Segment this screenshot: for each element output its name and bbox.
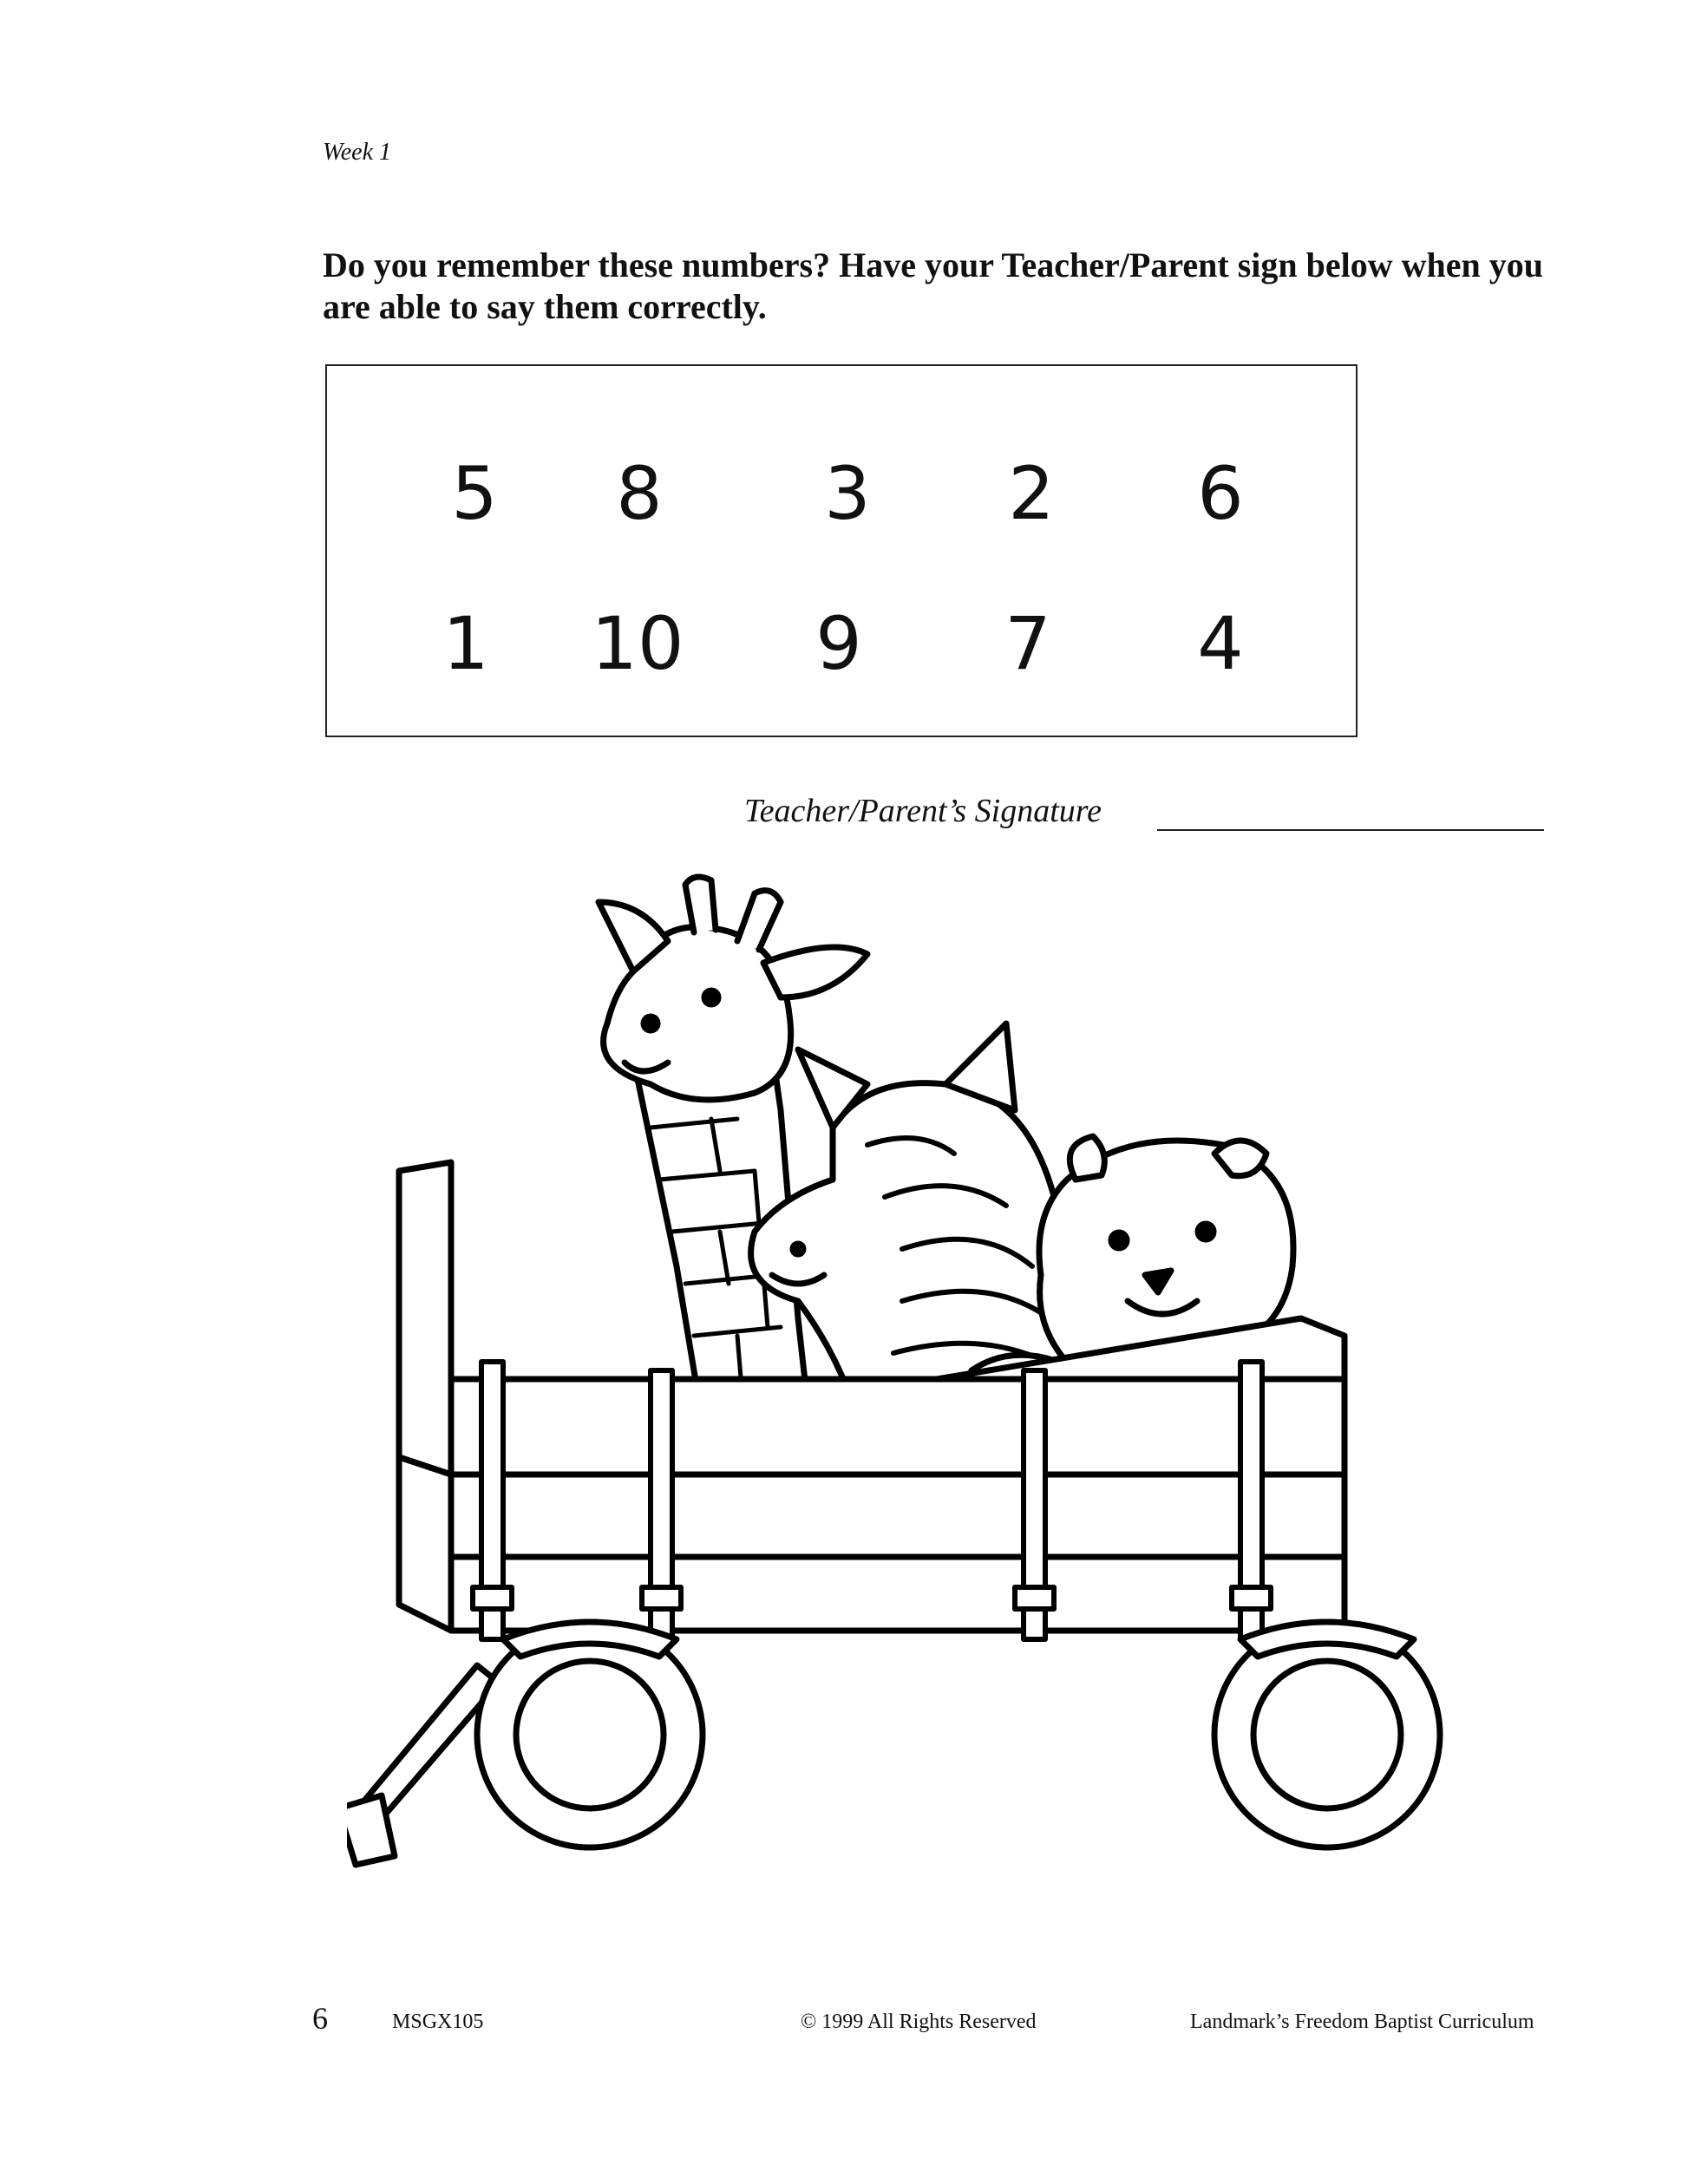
number-item: 4 <box>1197 601 1244 686</box>
number-item: 6 <box>1197 451 1244 536</box>
week-label: Week 1 <box>323 139 392 166</box>
publisher-name: Landmark’s Freedom Baptist Curriculum <box>1190 2011 1534 2033</box>
curriculum-code: MSGX105 <box>392 2011 484 2033</box>
number-item: 3 <box>824 451 871 536</box>
numbers-box <box>325 364 1358 737</box>
page-number: 6 <box>312 2001 328 2036</box>
signature-line[interactable] <box>1157 829 1544 831</box>
number-item: 2 <box>1008 451 1055 536</box>
signature-label: Teacher/Parent’s Signature <box>744 793 1102 829</box>
copyright-notice: © 1999 All Rights Reserved <box>801 2011 1037 2033</box>
wagon-with-giraffe-zebra-tiger-icon <box>347 867 1492 1960</box>
number-item: 7 <box>1004 601 1051 686</box>
number-item: 8 <box>616 451 663 536</box>
number-item: 1 <box>442 601 489 686</box>
instructions-text: Do you remember these numbers? Have your Teacher/Parent sign below when you are able to say them correctly. <box>323 245 1544 326</box>
number-item: 9 <box>815 601 862 686</box>
number-item: 10 <box>591 601 684 686</box>
number-item: 5 <box>451 451 498 536</box>
